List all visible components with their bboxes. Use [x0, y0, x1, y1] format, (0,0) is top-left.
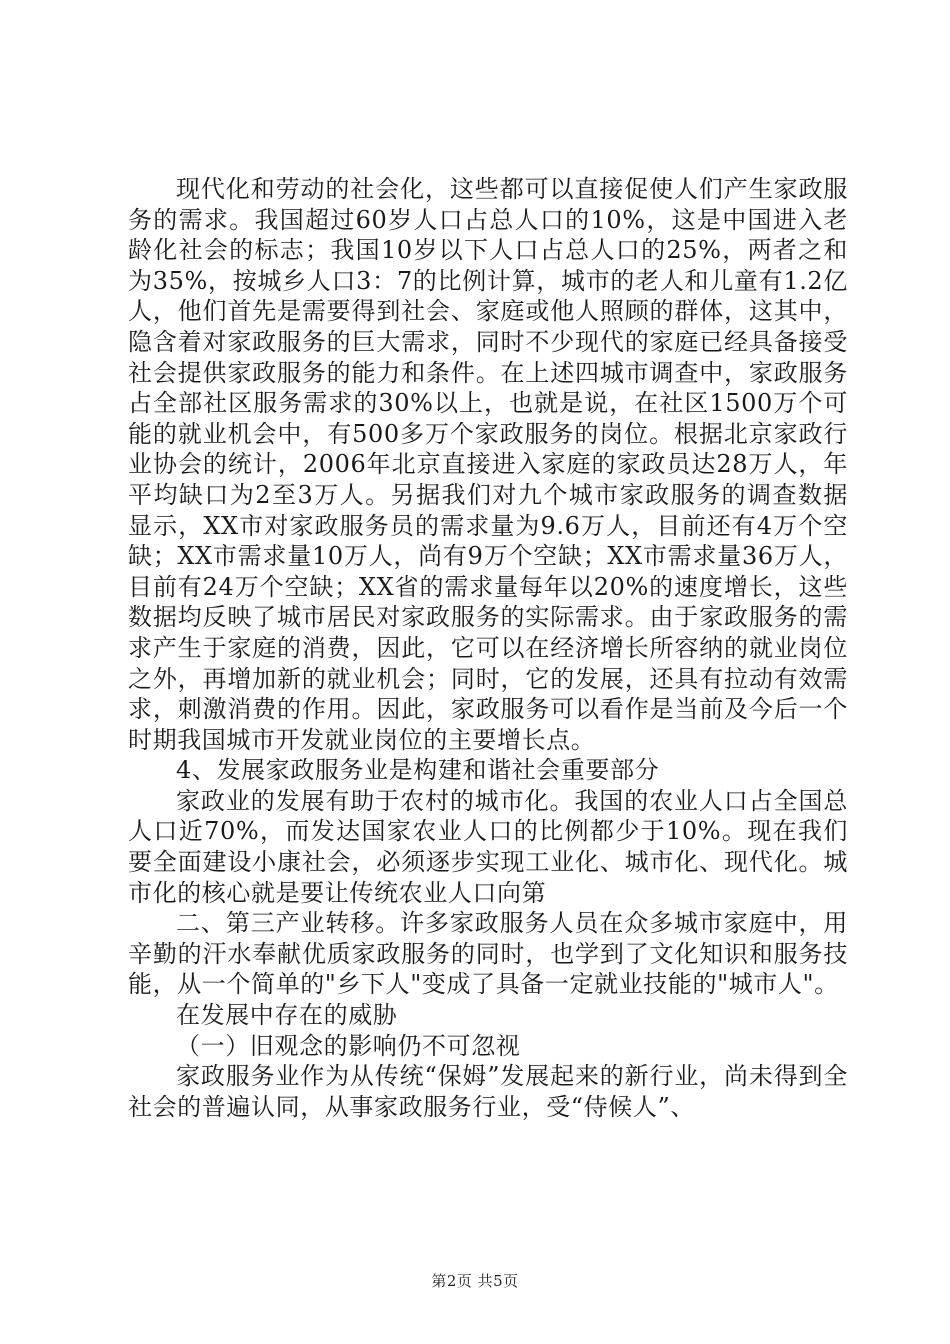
section-heading-threats: 在发展中存在的威胁: [176, 1001, 398, 1030]
page-number-footer: 第2页 共5页: [431, 1272, 519, 1290]
section-heading-harmonious-society: 4、发展家政服务业是构建和谐社会重要部分: [176, 756, 660, 785]
document-body: [128, 174, 848, 1122]
subsection-heading-old-concepts: （一）旧观念的影响仍不可忽视: [176, 1031, 521, 1060]
paragraph-demand-statistics: 现代化和劳动的社会化，这些都可以直接促使人们产生家政服务的需求。我国超过60岁人口占总人口的10%，这是中国进入老龄化社会的标志；我国10岁以下人口占总人口的25%，两者之和为35%，按城乡人口3：7的比例计算，城市的老人和儿童有1.2亿人，他们首先是需要得到社会、家庭或他人照顾的群体，这其中，隐含着对家政服务的巨大需求，同时不少现代的家庭已经具备接受社会提供家政服务的能力和条件。在上述四城市调查中，家政服务占全部社区服务需求的30%以上，也就是说，在社区1500万个可能的就业机会中，有500多万个家政服务的岗位。根据北京家政行业协会的统计，2006年北京直接进入家庭的家政员达28万人，年平均缺口为2至3万人。另据我们对九个城市家政服务的调查数据显示，XX市对家政服务员的需求量为9.6万人，目前还有4万个空缺；XX市需求量10万人，尚有9万个空缺；XX市需求量36万人，目前有24万个空缺；XX省的需求量每年以20%的速度增长，这些数据均反映了城市居民对家政服务的实际需求。由于家政服务的需求产生于家庭的消费，因此，它可以在经济增长所容纳的就业岗位之外，再增加新的就业机会；同时，它的发展，还具有拉动有效需求，刺激消费的作用。因此，家政服务可以看作是当前及今后一个时期我国城市开发就业岗位的主要增长点。: [128, 175, 848, 754]
paragraph-recognition: 家政服务业作为从传统“保姆”发展起来的新行业，尚未得到全社会的普遍认同，从事家政服务行业，受“侍候人”、: [128, 1062, 848, 1121]
paragraph-urbanization: 家政业的发展有助于农村的城市化。我国的农业人口占全国总人口近70%，而发达国家农业人口的比例都少于10%。现在我们要全面建设小康社会，必须逐步实现工业化、城市化、现代化。城市化的核心就是要让传统农业人口向第: [128, 786, 848, 907]
paragraph-industry-transfer: 二、第三产业转移。许多家政服务人员在众多城市家庭中，用辛勤的汗水奉献优质家政服务的同时，也学到了文化知识和服务技能，从一个简单的"乡下人"变成了具备一定就业技能的"城市人"。: [128, 909, 848, 999]
